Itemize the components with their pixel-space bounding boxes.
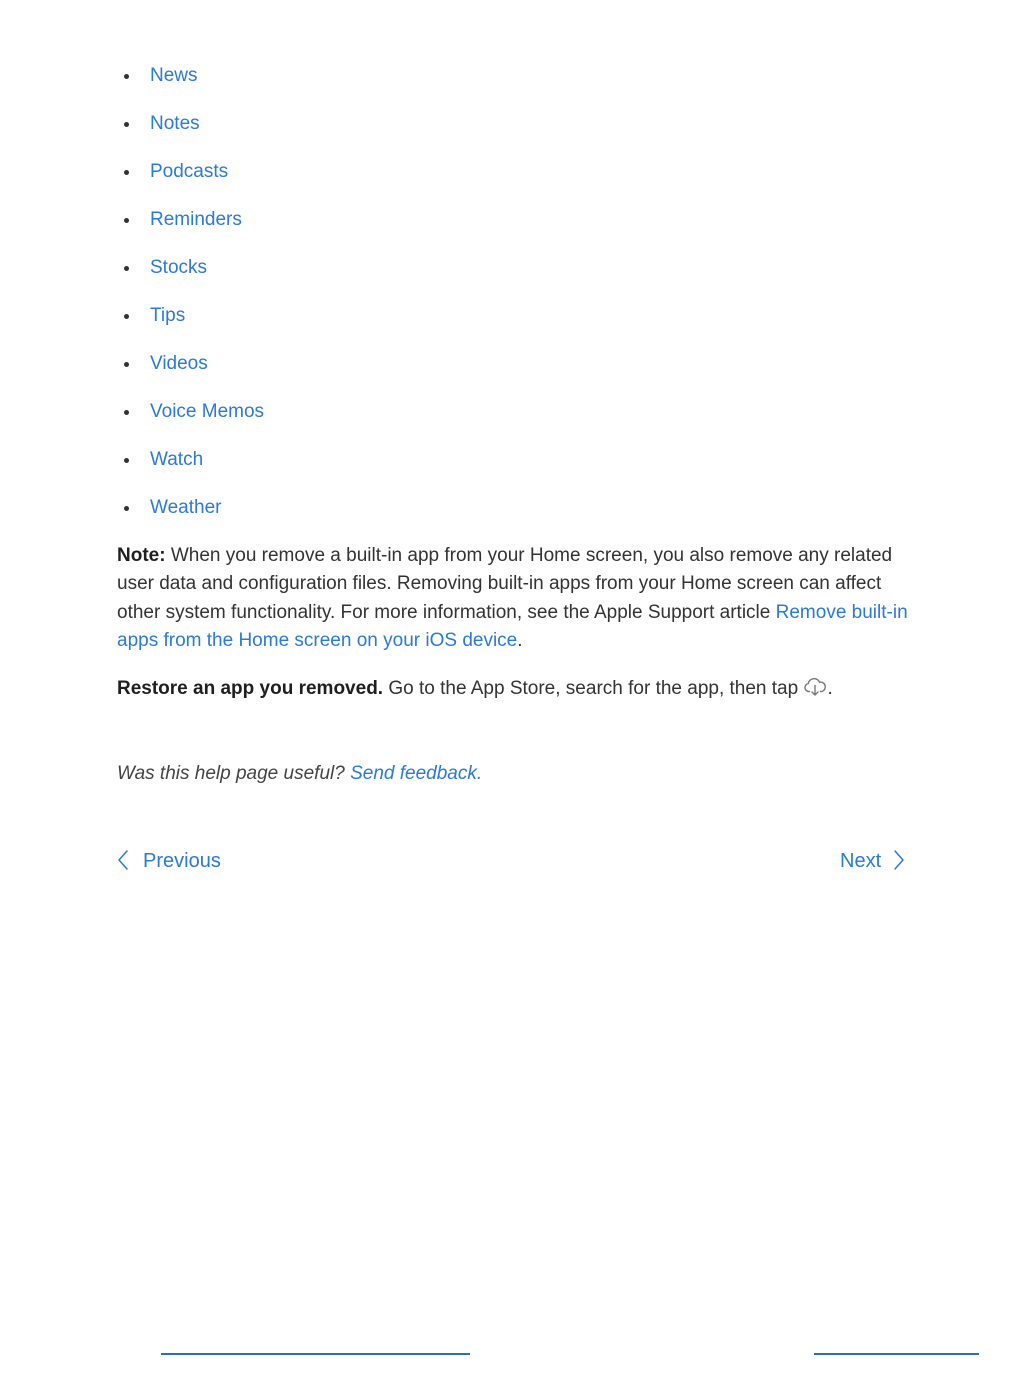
app-link-podcasts[interactable]: Podcasts [150, 161, 229, 182]
chevron-right-icon [893, 849, 905, 871]
app-link-tips[interactable]: Tips [150, 305, 186, 326]
bullet [124, 314, 129, 319]
bullet [124, 170, 129, 175]
note-label: Note: [117, 545, 166, 566]
feedback-line [117, 760, 482, 788]
previous-button[interactable] [117, 846, 221, 876]
note-paragraph [117, 542, 917, 655]
restore-text: Go to the App Store, search for the app, then tap [383, 678, 804, 699]
bullet [124, 458, 129, 463]
app-link-notes[interactable]: Notes [150, 113, 200, 134]
restore-end: . [827, 678, 833, 699]
feedback-question: Was this help page useful? [117, 763, 351, 784]
next-button[interactable] [840, 846, 905, 876]
app-link-news[interactable]: News [150, 65, 198, 86]
bullet [124, 410, 129, 415]
previous-label: Previous [143, 850, 221, 872]
app-link-stocks[interactable]: Stocks [150, 257, 208, 278]
app-link-reminders[interactable]: Reminders [150, 209, 242, 230]
send-feedback-link[interactable]: Send feedback. [350, 763, 483, 784]
next-label: Next [840, 850, 882, 872]
app-link-watch[interactable]: Watch [150, 449, 204, 470]
bullet [124, 506, 129, 511]
app-link-voice-memos[interactable]: Voice Memos [150, 401, 265, 422]
app-link-weather[interactable]: Weather [150, 497, 222, 518]
support-article-link[interactable]: Remove built-in apps from the Home screen on your iOS device [117, 601, 908, 651]
bullet [124, 218, 129, 223]
cloud-download-icon [803, 677, 827, 697]
footer-divider-right [814, 1353, 979, 1355]
bullet [124, 362, 129, 367]
app-link-videos[interactable]: Videos [150, 353, 208, 374]
note-end: . [517, 629, 523, 651]
bullet [124, 266, 129, 271]
footer-divider-left [161, 1353, 470, 1355]
bullet [124, 122, 129, 127]
bullet [124, 74, 129, 79]
note-text: When you remove a built-in app from your Home screen, you also remove any related user data and configuration files. Removing built-in apps from your Home screen can affect other system functionality. For more information, see the Apple Support article [117, 545, 893, 623]
chevron-left-icon [117, 849, 129, 871]
restore-paragraph [117, 675, 917, 703]
restore-label: Restore an app you removed. [117, 678, 384, 699]
